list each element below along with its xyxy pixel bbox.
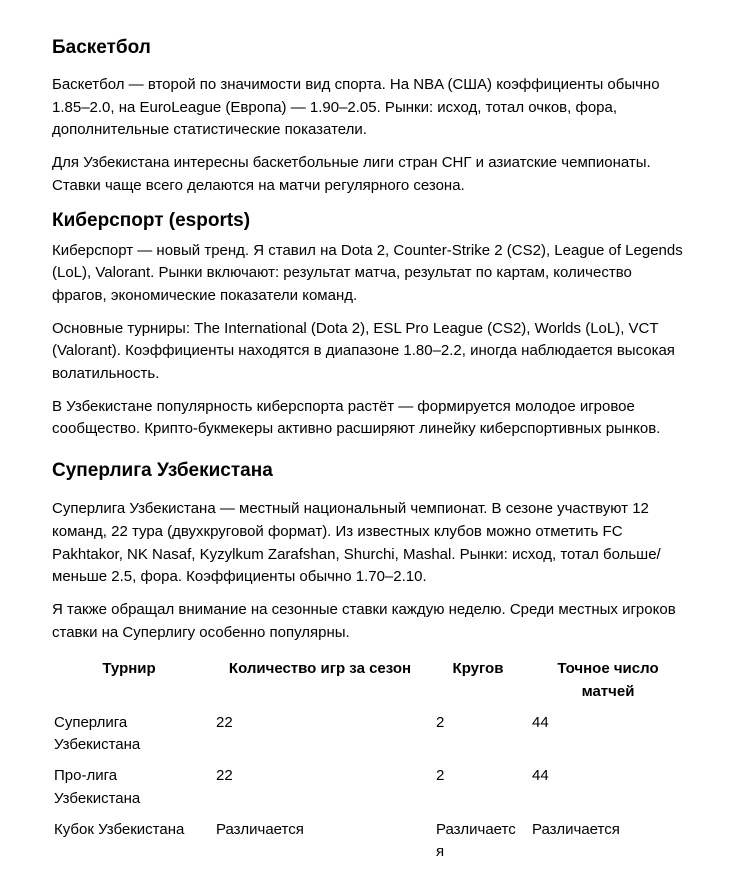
table-cell: Суперлига Узбекистана xyxy=(54,713,141,754)
table-cell: Кубок Узбекистана xyxy=(54,820,185,838)
paragraph-superliga-1: Суперлига Узбекистана — местный национальный чемпионат. В сезоне участвуют 12 команд, 22 тура (двухкруговой формат). Из известных клубов можно отметить FC Pakhtakor, NK Nasaf, Kyzylkum Zarafshan, Shurchi, Mashal. Рынки: исход, тотал больше/меньше 2.5, фора. Коэффициенты обычно 1.70–2.10. xyxy=(52,500,661,586)
table-header-exact-matches: Точное число матчей xyxy=(557,660,659,701)
table-cell: Различается xyxy=(216,820,304,838)
table-header-rounds: Кругов xyxy=(452,660,504,678)
table-cell: 22 xyxy=(216,713,233,731)
table-header-tournament: Турнир xyxy=(102,660,156,678)
table-cell: 2 xyxy=(436,713,445,731)
table-cell: Различается xyxy=(436,820,516,861)
paragraph-esports-3: В Узбекистане популярность киберспорта растёт — формируется молодое игровое сообщество. Крипто-букмекеры активно расширяют линейку киберспортивных рынков. xyxy=(52,397,661,438)
paragraph-esports-2: Основные турниры: The International (Dota 2), ESL Pro League (CS2), Worlds (LoL), VCT (Valorant). Коэффициенты находятся в диапазоне 1.80–2.2, иногда наблюдается высокая волатильность. xyxy=(52,319,675,383)
table-header-games-per-season: Количество игр за сезон xyxy=(228,660,412,678)
tournaments-table xyxy=(48,654,690,868)
heading-superliga: Суперлига Узбекистана xyxy=(52,460,273,482)
heading-basketball: Баскетбол xyxy=(52,37,151,58)
paragraph-esports-1: Киберспорт — новый тренд. Я ставил на Dota 2, Counter-Strike 2 (CS2), League of Legends (LoL), Valorant. Рынки включают: результат матча, результат по картам, количество фрагов, экономические показатели команд. xyxy=(52,241,683,304)
table-row-superliga xyxy=(48,708,690,761)
table-body xyxy=(48,708,690,868)
table-header-row xyxy=(48,654,690,707)
table-row-kubok xyxy=(48,815,690,868)
heading-esports: Киберспорт (esports) xyxy=(52,209,251,231)
table-row-pro-liga xyxy=(48,761,690,814)
table-cell: Про-лига Узбекистана xyxy=(54,767,141,807)
table-cell: Различается xyxy=(532,820,620,838)
table-cell: 2 xyxy=(436,767,445,785)
table-head xyxy=(48,654,690,707)
paragraph-basketball-1: Баскетбол — второй по значимости вид спорта. На NBA (США) коэффициенты обычно 1.85–2.0, на EuroLeague (Европа) — 1.90–2.05. Рынки: исход, тотал очков, фора, дополнительные статистические показатели. xyxy=(52,76,660,139)
document-content xyxy=(52,35,690,868)
paragraph-superliga-2: Я также обращал внимание на сезонные ставки каждую неделю. Среди местных игроков ставки на Суперлигу особенно популярны. xyxy=(52,600,676,641)
paragraph-basketball-2: Для Узбекистана интересны баскетбольные лиги стран СНГ и азиатские чемпионаты. Ставки чаще всего делаются на матчи регулярного сезона. xyxy=(52,154,651,194)
table-cell: 44 xyxy=(532,713,549,731)
table-cell: 22 xyxy=(216,767,233,785)
table-cell: 44 xyxy=(532,767,549,785)
